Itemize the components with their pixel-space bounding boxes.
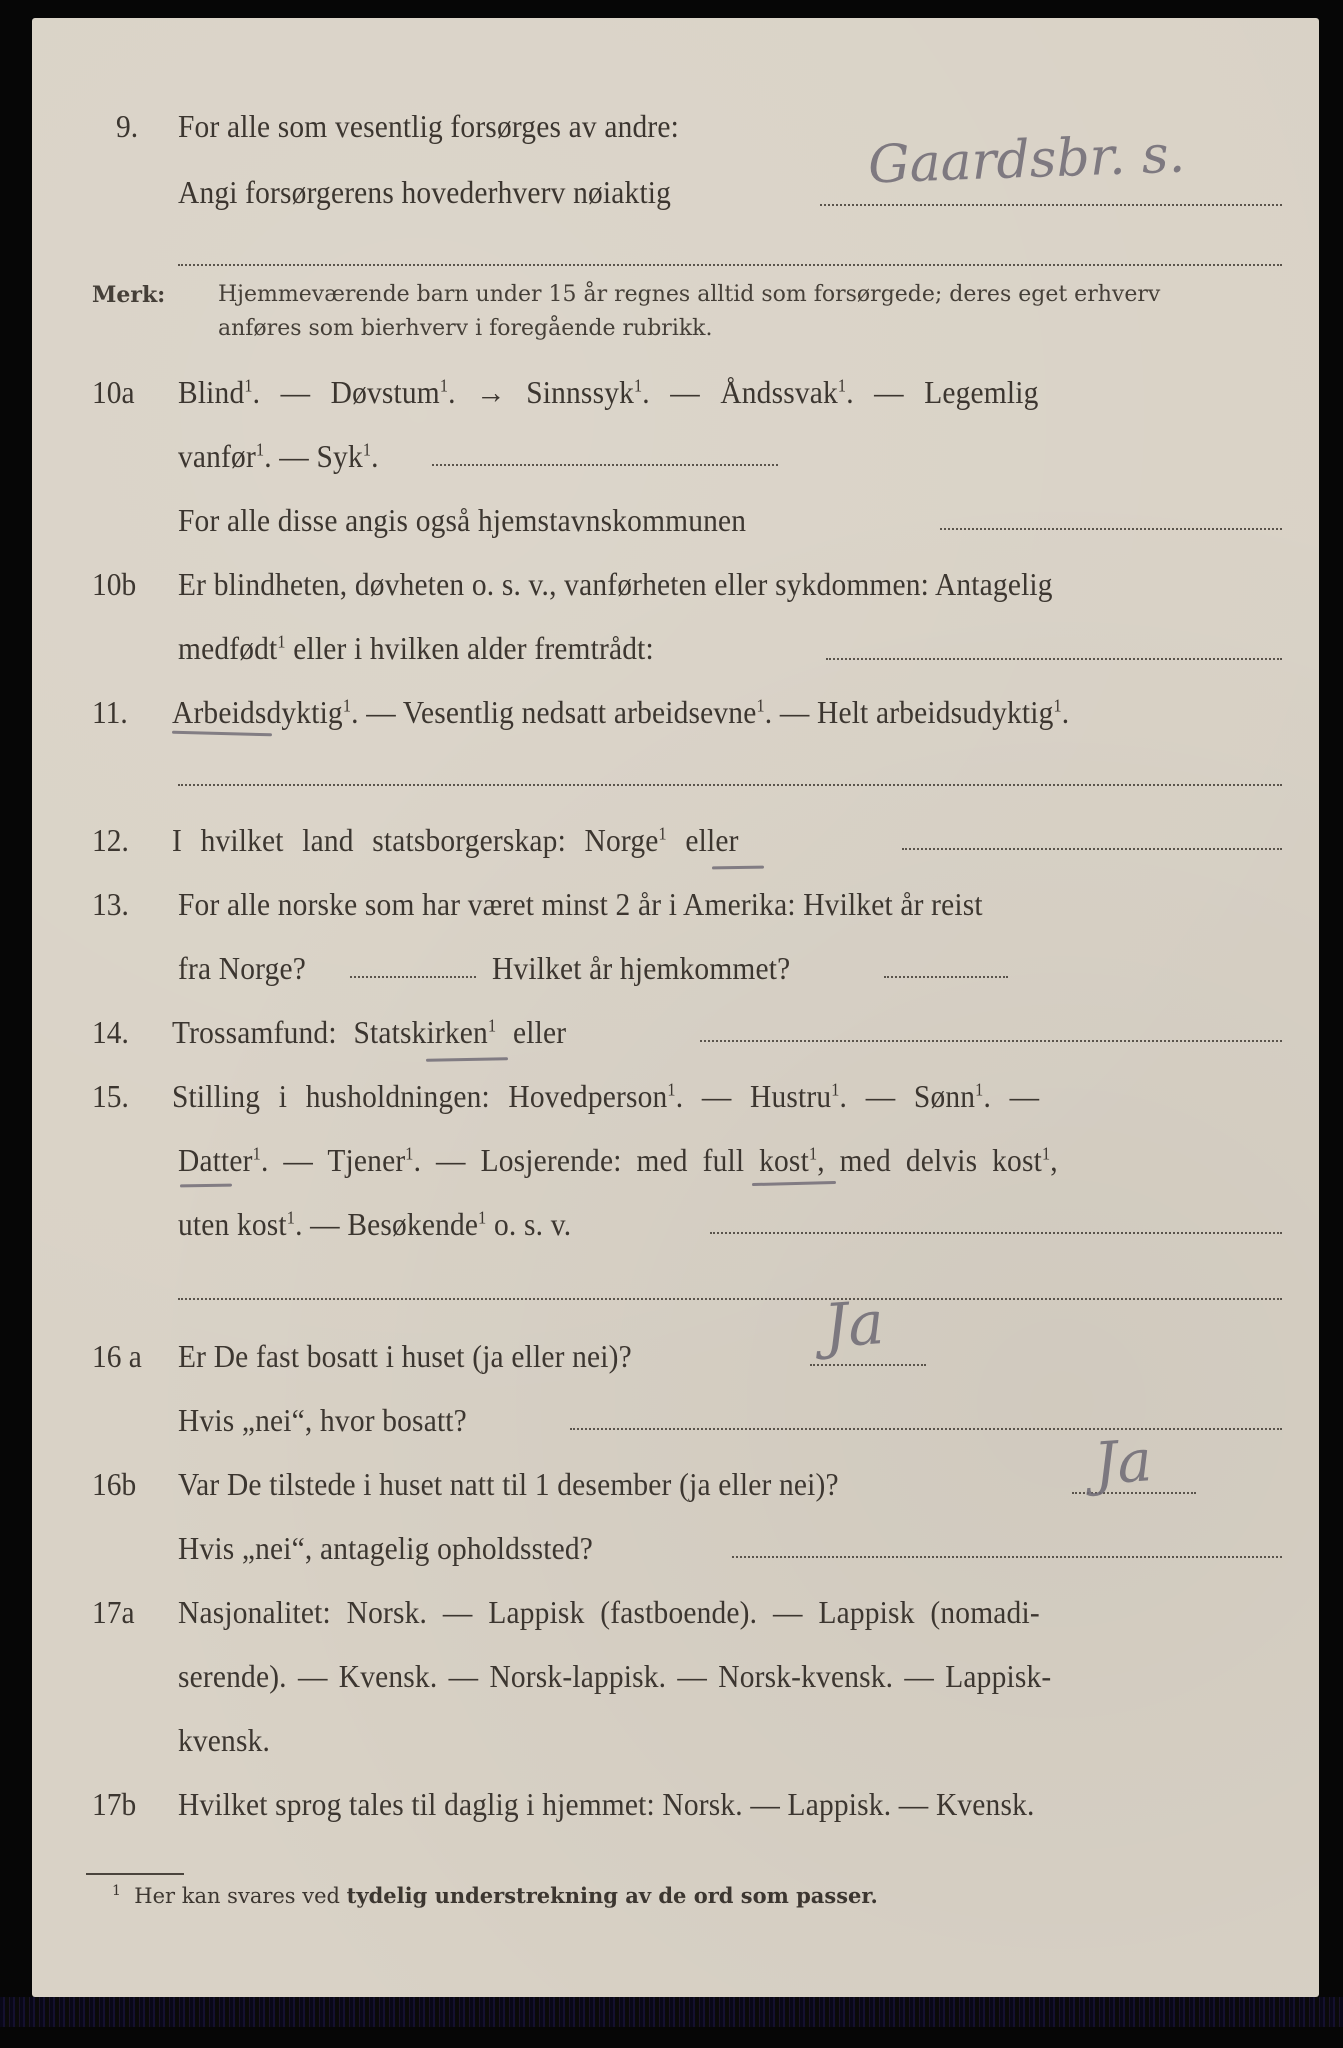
q13-line2a: fra Norge? bbox=[178, 950, 306, 986]
merk-line1: Hjemmeværende barn under 15 år regnes alltid som forsørgede; deres eget erhverv bbox=[218, 282, 1161, 307]
q16b-handwritten-answer: Ja bbox=[1091, 1426, 1155, 1498]
q15-line2: Datter$^1$. — Tjener$^1$. — Losjerende: med full kost$^1$, med delvis kost$^1$, bbox=[178, 1142, 1058, 1178]
q15-extra-line[interactable] bbox=[178, 1298, 1282, 1300]
footnote: $^1$ Her kan svares ved tydelig understrekning av de ord som passer. bbox=[112, 1883, 878, 1908]
q9-answer-line[interactable] bbox=[820, 204, 1282, 206]
q14-line: Trossamfund: Statskirken$^1$ eller bbox=[172, 1014, 567, 1050]
q13-return-year-line[interactable] bbox=[884, 976, 1008, 978]
q9-number: 9. bbox=[116, 108, 139, 144]
scan-artifact-stripes bbox=[0, 1997, 1343, 2027]
q13-departure-year-line[interactable] bbox=[350, 976, 476, 978]
q13-line1: For alle norske som har været minst 2 år i Amerika: Hvilket år reist bbox=[178, 886, 983, 922]
q16a-residence-line[interactable] bbox=[570, 1428, 1282, 1430]
q10b-line1: Er blindheten, døvheten o. s. v., vanførheten eller sykdommen: Antagelig bbox=[178, 566, 1053, 602]
q16a-handwritten-answer: Ja bbox=[821, 1287, 887, 1363]
q17b-line1: Hvilket sprog tales til daglig i hjemmet: Norsk. — Lappisk. — Kvensk. bbox=[178, 1786, 1035, 1822]
q13-number: 13. bbox=[92, 886, 129, 922]
q16b-whereabouts-line[interactable] bbox=[732, 1556, 1282, 1558]
q15-number: 15. bbox=[92, 1078, 129, 1114]
q10a-line3: For alle disse angis også hjemstavnskommunen bbox=[178, 502, 747, 538]
q16a-line2: Hvis „nei“, hvor bosatt? bbox=[178, 1402, 467, 1438]
q14-number: 14. bbox=[92, 1014, 129, 1050]
q10a-line2: vanfør$^1$. — Syk$^1$. bbox=[178, 438, 379, 474]
q16a-answer-line[interactable] bbox=[810, 1364, 926, 1366]
q15-other-position-line[interactable] bbox=[710, 1232, 1282, 1234]
q11-number: 11. bbox=[92, 694, 128, 730]
footnote-rule bbox=[86, 1873, 184, 1875]
q10a-number: 10a bbox=[92, 374, 135, 410]
q15-line3: uten kost$^1$. — Besøkende$^1$ o. s. v. bbox=[178, 1206, 572, 1242]
q11-extra-line[interactable] bbox=[178, 784, 1282, 786]
q12-line: I hvilket land statsborgerskap: Norge$^1$ eller bbox=[172, 822, 739, 858]
q17b-number: 17b bbox=[92, 1786, 137, 1822]
q12-number: 12. bbox=[92, 822, 129, 858]
q9-extra-line[interactable] bbox=[178, 264, 1282, 266]
q16b-number: 16b bbox=[92, 1466, 137, 1502]
q15-line1: Stilling i husholdningen: Hovedperson$^1$. — Hustru$^1$. — Sønn$^1$. — bbox=[172, 1078, 1040, 1114]
merk-label: Merk: bbox=[92, 282, 166, 308]
q17a-line3: kvensk. bbox=[178, 1722, 271, 1758]
q9-handwritten-answer: Gaardsbr. s. bbox=[867, 124, 1187, 196]
merk-line2: anføres som bierhverv i foregående rubrikk. bbox=[218, 316, 713, 341]
q17a-number: 17a bbox=[92, 1594, 135, 1630]
q10b-number: 10b bbox=[92, 566, 137, 602]
q10a-sickness-line[interactable] bbox=[432, 464, 778, 466]
q10a-line1: Blind$^1$. — Døvstum$^1$. → Sinnssyk$^1$. — Åndssvak$^1$. — Legemlig bbox=[178, 374, 1039, 410]
q13-line2b: Hvilket år hjemkommet? bbox=[492, 950, 791, 986]
q17a-line1: Nasjonalitet: Norsk. — Lappisk (fastboende). — Lappisk (nomadi- bbox=[178, 1594, 1040, 1630]
q14-other-faith-line[interactable] bbox=[700, 1040, 1282, 1042]
q9-line2: Angi forsørgerens hovederhverv nøiaktig bbox=[178, 174, 672, 210]
q17a-line2: serende). — Kvensk. — Norsk-lappisk. — Norsk-kvensk. — Lappisk- bbox=[178, 1658, 1052, 1694]
q16b-line2: Hvis „nei“, antagelig opholdssted? bbox=[178, 1530, 594, 1566]
q11-line: Arbeidsdyktig$^1$. — Vesentlig nedsatt arbeidsevne$^1$. — Helt arbeidsudyktig$^1$. bbox=[172, 694, 1070, 730]
q10b-line2: medfødt$^1$ eller i hvilken alder fremtrådt: bbox=[178, 630, 654, 666]
q9-line1: For alle som vesentlig forsørges av andre: bbox=[178, 108, 680, 144]
q10a-municipality-line[interactable] bbox=[940, 528, 1282, 530]
q16a-number: 16 a bbox=[92, 1338, 142, 1374]
q16a-line1: Er De fast bosatt i huset (ja eller nei)? bbox=[178, 1338, 632, 1374]
q10b-age-line[interactable] bbox=[826, 658, 1282, 660]
q16b-line1: Var De tilstede i huset natt til 1 desember (ja eller nei)? bbox=[178, 1466, 839, 1502]
q12-other-country-line[interactable] bbox=[902, 848, 1282, 850]
